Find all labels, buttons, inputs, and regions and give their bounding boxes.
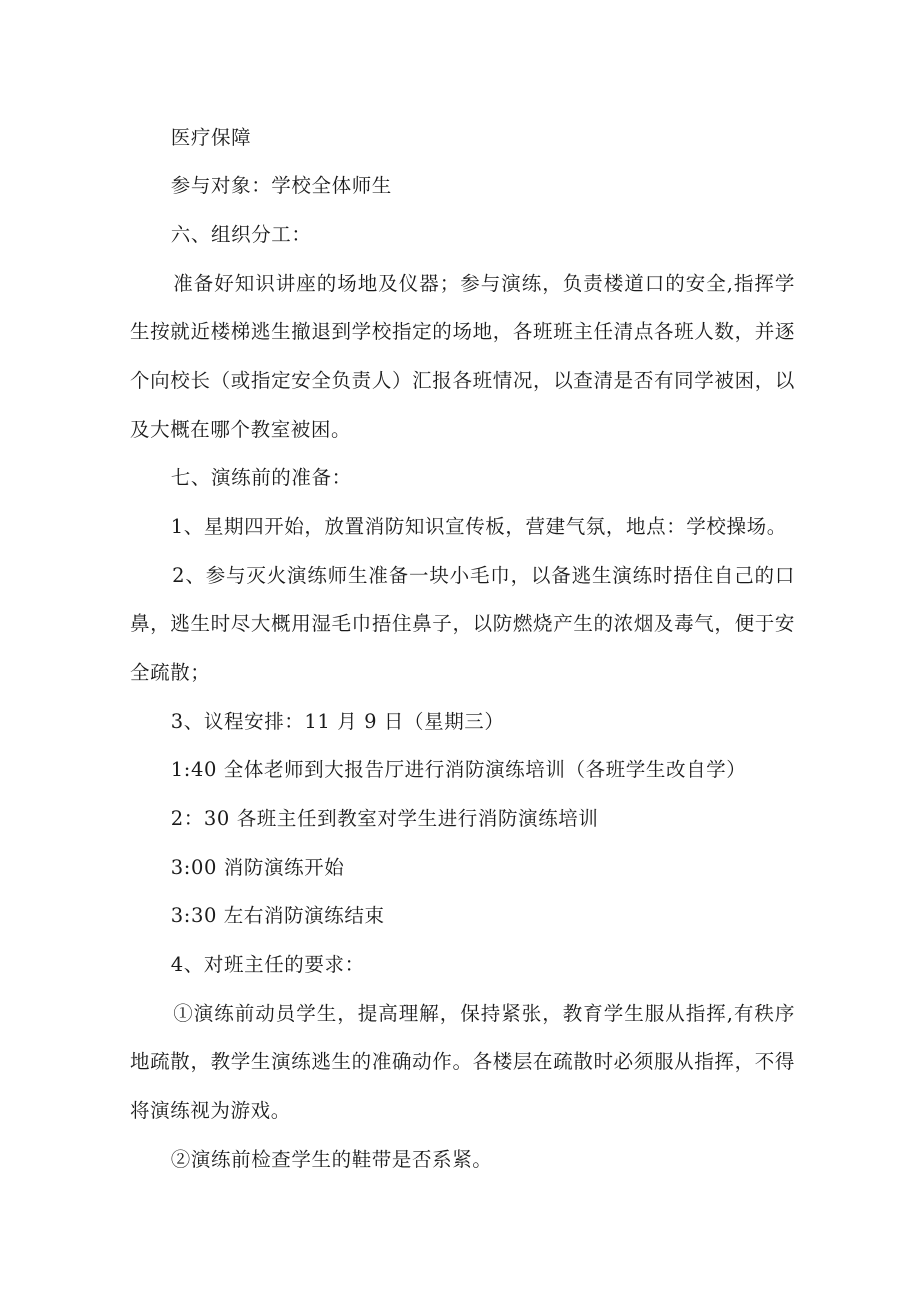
text-line: 3:30 左右消防演练结束 [130, 904, 385, 927]
text-line: 1、星期四开始，放置消防知识宣传板，营建气氛，地点：学校操场。 [130, 515, 787, 538]
text-line: ②演练前检查学生的鞋带是否系紧。 [130, 1148, 493, 1171]
text-line: 参与对象：学校全体师生 [130, 174, 392, 197]
text-line: 2、参与灭火演练师生准备一块小毛巾，以备逃生演练时捂住自己的口 [130, 564, 795, 587]
text-line: ①演练前动员学生，提高理解，保持紧张，教育学生服从指挥,有秩序 [130, 1002, 795, 1025]
text-line: 将演练视为游戏。 [130, 1099, 291, 1122]
text-line: 鼻，逃生时尽大概用湿毛巾捂住鼻子，以防燃烧产生的浓烟及毒气，便于安 [130, 612, 795, 635]
text-line: 4、对班主任的要求： [130, 953, 365, 976]
text-line: 地疏散，教学生演练逃生的准确动作。各楼层在疏散时必须服从指挥，不得 [130, 1050, 795, 1073]
text-line: 3、议程安排：11 月 9 日（星期三） [130, 710, 505, 733]
text-line: 七、演练前的准备： [130, 466, 352, 489]
text-line: 及大概在哪个教室被困。 [130, 418, 352, 441]
text-line: 六、组织分工： [130, 223, 312, 246]
text-line: 个向校长（或指定安全负责人）汇报各班情况，以查清是否有同学被困，以 [130, 369, 795, 392]
text-line: 医疗保障 [130, 126, 252, 149]
text-line: 准备好知识讲座的场地及仪器；参与演练，负责楼道口的安全,指挥学 [130, 272, 795, 295]
text-line: 1:40 全体老师到大报告厅进行消防演练培训（各班学生改自学） [130, 758, 747, 781]
text-line: 3:00 消防演练开始 [130, 856, 345, 879]
text-line: 生按就近楼梯逃生撤退到学校指定的场地，各班班主任清点各班人数，并逐 [130, 320, 795, 343]
text-line: 2：30 各班主任到教室对学生进行消防演练培训 [130, 807, 599, 830]
text-line: 全疏散； [130, 661, 211, 684]
